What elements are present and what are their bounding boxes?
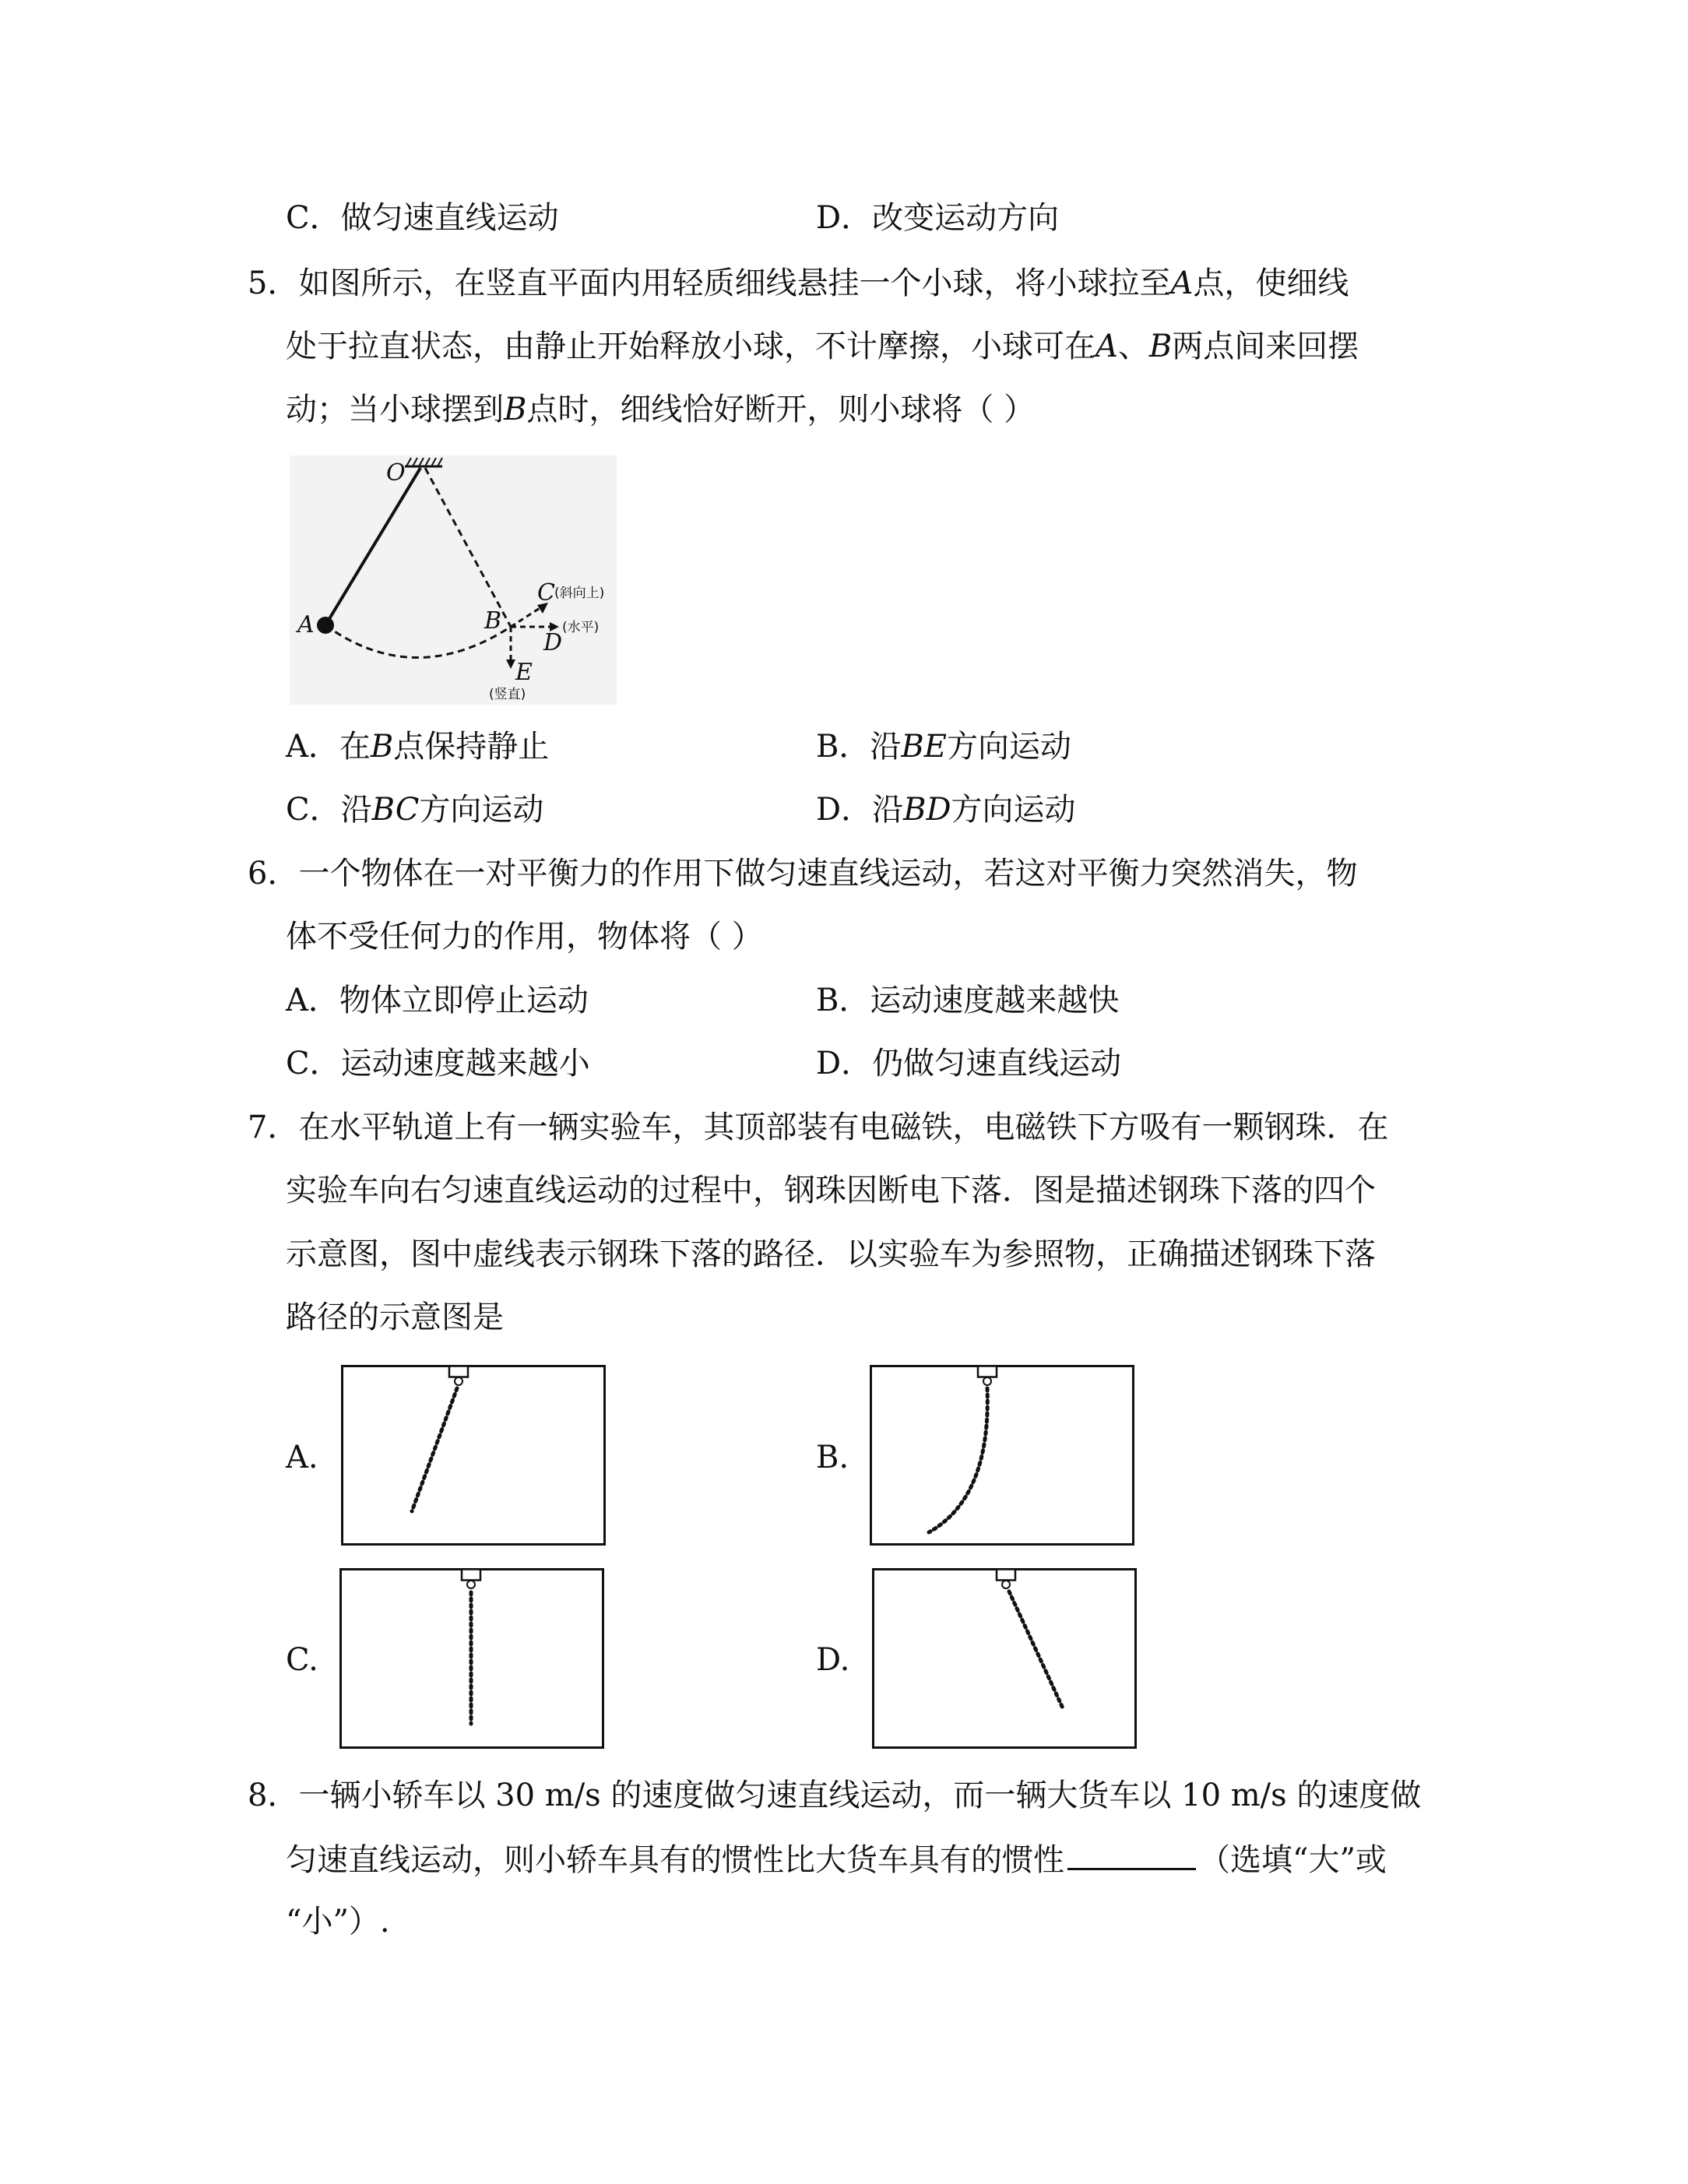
q7-stem-line1: 7．在水平轨道上有一辆实验车，其顶部装有电磁铁，电磁铁下方吸有一颗钢珠．在 (248, 1110, 1389, 1145)
q5-stem-text: 处于拉直状态，由静止开始释放小球，不计摩擦，小球可在 (286, 329, 1095, 364)
q6-option-a: A．物体立即停止运动 (286, 983, 589, 1018)
option-var: BD (903, 792, 951, 828)
q5-stem-text: 5．如图所示，在竖直平面内用轻质细线悬挂一个小球，将小球拉至 (248, 266, 1171, 301)
note-e: (竖直) (489, 687, 526, 702)
q7-stem-line4: 路径的示意图是 (286, 1299, 504, 1335)
q5-option-c (286, 791, 543, 828)
note-c: (斜向上) (554, 586, 605, 601)
electromagnet (449, 1366, 468, 1377)
q5-option-a (286, 728, 549, 765)
q5-stem-text: 点时，细线恰好断开，则小球将（ ） (526, 392, 1036, 427)
q5-stem-line1 (248, 265, 1349, 302)
option-text: 方向运动 (947, 729, 1071, 765)
steel-ball (983, 1377, 991, 1385)
q7-label-a: A. (286, 1440, 318, 1475)
q8-stem-line2 (286, 1840, 1387, 1879)
q5-var-b: B (1148, 329, 1173, 364)
q5-var-a: A (1170, 266, 1194, 301)
q7-stem-line2: 实验车向右匀速直线运动的过程中，钢珠因断电下落．图是描述钢珠下落的四个 (286, 1173, 1376, 1208)
option-text: B．沿 (816, 729, 902, 765)
q7-diagram-c (339, 1568, 604, 1749)
q7-label-c: C. (286, 1642, 318, 1678)
option-text: 方向运动 (419, 792, 544, 828)
electromagnet (978, 1366, 997, 1377)
steel-ball (467, 1581, 475, 1588)
note-d: (水平) (562, 620, 600, 635)
q5-stem-line2 (286, 328, 1359, 365)
q8-stem-line3: “小”）. (286, 1904, 390, 1940)
option-text: C．沿 (286, 792, 372, 828)
option-var: B (370, 729, 394, 765)
electromagnet (997, 1570, 1015, 1581)
q7-diagram-a (341, 1365, 606, 1546)
option-text: 方向运动 (951, 792, 1076, 828)
q5-option-b (816, 728, 1071, 765)
electromagnet (462, 1570, 480, 1581)
q6-stem-line1: 6．一个物体在一对平衡力的作用下做匀速直线运动，若这对平衡力突然消失，物 (248, 856, 1358, 892)
q6-option-d: D．仍做匀速直线运动 (816, 1046, 1122, 1081)
option-text: D．沿 (816, 792, 904, 828)
q7-diagram-b (870, 1365, 1134, 1546)
label-e: E (515, 659, 533, 686)
q8-stem-text: （选填“大”或 (1199, 1842, 1387, 1878)
option-text: 点保持静止 (393, 729, 550, 765)
label-c: C (537, 579, 555, 607)
q7-stem-line3: 示意图，图中虚线表示钢珠下落的路径．以实验车为参照物，正确描述钢珠下落 (286, 1236, 1376, 1272)
q5-stem-text: 动；当小球摆到 (286, 392, 504, 427)
option-var: BE (901, 729, 947, 765)
option-text: A．在 (286, 729, 371, 765)
q5-stem-line3 (286, 391, 1035, 428)
label-a: A (297, 611, 315, 638)
q5-stem-text: 两点间来回摆 (1172, 329, 1359, 364)
q5-stem-text: 、 (1117, 329, 1149, 364)
label-b: B (484, 607, 502, 635)
q4-option-c: C．做匀速直线运动 (286, 200, 559, 236)
steel-ball (455, 1377, 462, 1385)
q6-stem-line2: 体不受任何力的作用，物体将（ ） (286, 919, 763, 955)
q7-label-d: D. (816, 1642, 850, 1678)
q7-diagram-d (872, 1568, 1137, 1749)
q5-pendulum-figure (290, 455, 617, 705)
q5-option-d (816, 791, 1076, 828)
q6-option-b: B．运动速度越来越快 (816, 983, 1120, 1018)
q7-label-b: B. (816, 1440, 849, 1475)
ball (317, 617, 334, 634)
label-o: O (386, 459, 406, 487)
answer-blank[interactable] (1067, 1840, 1196, 1870)
q5-stem-text: 点，使细线 (1193, 266, 1349, 301)
q8-stem-line1: 8．一辆小轿车以 30 m/s 的速度做匀速直线运动，而一辆大货车以 10 m/s 的速度做 (248, 1778, 1422, 1813)
q5-var-a: A (1095, 329, 1118, 364)
q5-var-b: B (504, 392, 527, 427)
q8-stem-text: 匀速直线运动，则小轿车具有的惯性比大货车具有的惯性 (286, 1842, 1064, 1878)
steel-ball (1002, 1581, 1010, 1588)
q6-option-c: C．运动速度越来越小 (286, 1046, 590, 1081)
figure-background (290, 455, 617, 705)
option-var: BC (371, 792, 420, 828)
label-d: D (543, 629, 563, 656)
q4-option-d: D．改变运动方向 (816, 200, 1060, 236)
